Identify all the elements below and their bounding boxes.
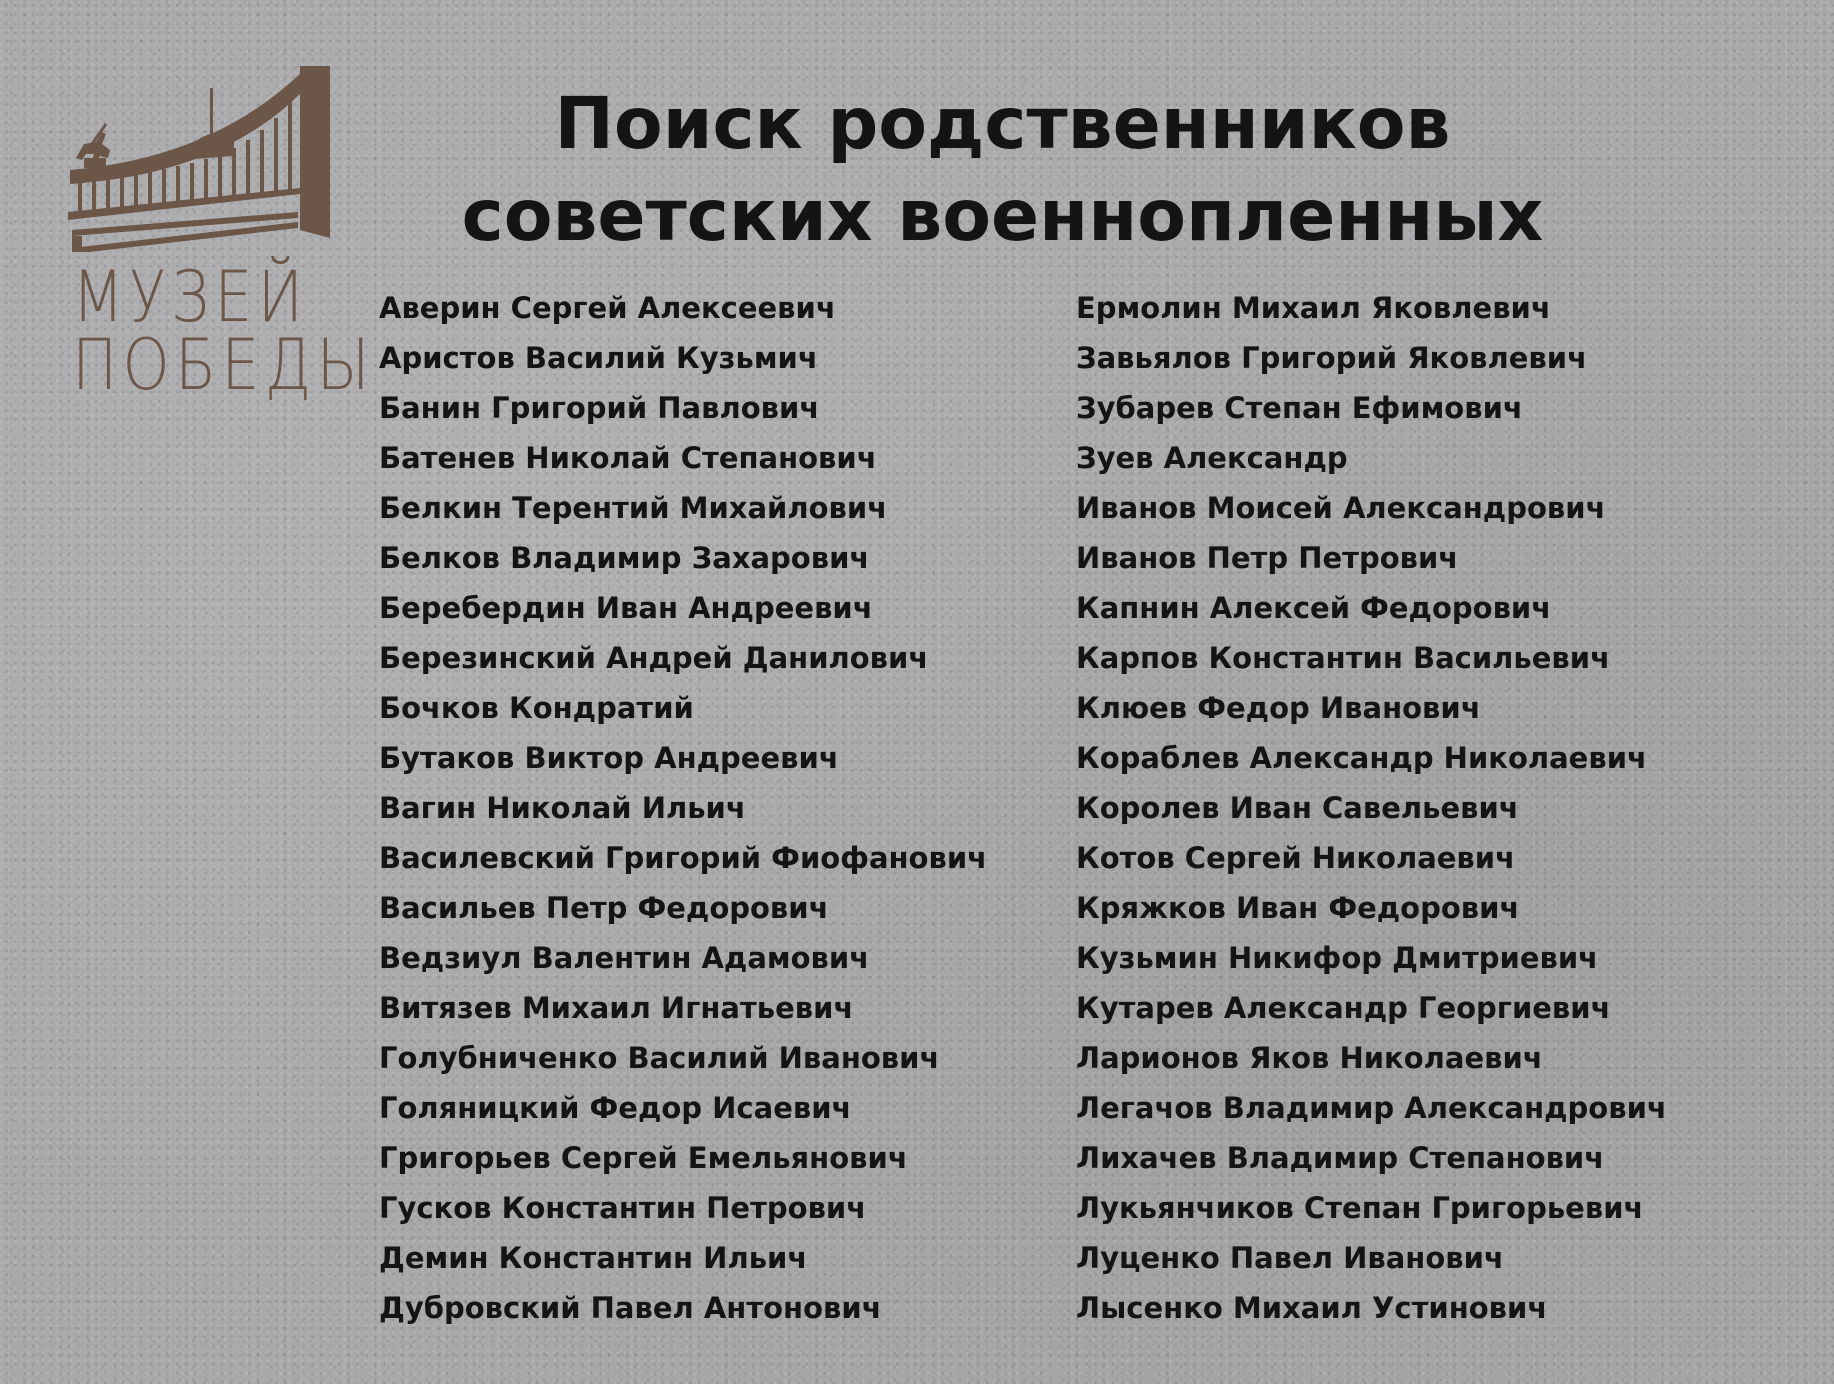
list-item: Завьялов Григорий Яковлевич: [1076, 341, 1587, 375]
list-item: Гусков Константин Петрович: [379, 1191, 867, 1225]
list-item: Березинский Андрей Данилович: [379, 641, 929, 675]
list-item: Кряжков Иван Федорович: [1076, 891, 1520, 925]
list-item: Белкин Терентий Михайлович: [379, 491, 888, 525]
list-item: Королев Иван Савельевич: [1076, 791, 1519, 825]
list-item: Зубарев Степан Ефимович: [1076, 391, 1523, 425]
list-item: Ларионов Яков Николаевич: [1076, 1041, 1543, 1075]
page-title: [340, 78, 1665, 262]
list-item: Василевский Григорий Фиофанович: [379, 841, 988, 875]
list-item: Банин Григорий Павлович: [379, 391, 820, 425]
list-item: Лихачев Владимир Степанович: [1076, 1141, 1605, 1175]
list-item: Ермолин Михаил Яковлевич: [1076, 291, 1551, 325]
list-item: Ведзиул Валентин Адамович: [379, 941, 870, 975]
page-title-line-2: советских военнопленных: [461, 174, 1544, 257]
list-item: Лукьянчиков Степан Григорьевич: [1076, 1191, 1644, 1225]
list-item: Бочков Кондратий: [379, 691, 694, 725]
page-title-line-1: Поиск родственников: [554, 82, 1451, 165]
list-item: Беребердин Иван Андреевич: [379, 591, 873, 625]
list-item: Лысенко Михаил Устинович: [1076, 1291, 1548, 1325]
list-item: Батенев Николай Степанович: [379, 441, 877, 475]
list-item: Котов Сергей Николаевич: [1076, 841, 1516, 875]
list-item: Голубниченко Василий Иванович: [379, 1041, 940, 1075]
list-item: Васильев Петр Федорович: [379, 891, 829, 925]
museum-logo: [62, 62, 375, 412]
list-item: Иванов Петр Петрович: [1076, 541, 1459, 575]
names-list-left: [379, 283, 987, 1333]
list-item: Зуев Александр: [1076, 441, 1348, 475]
list-item: Голяницкий Федор Исаевич: [379, 1091, 852, 1125]
list-item: Аверин Сергей Алексеевич: [379, 291, 836, 325]
logo-text-museum: МУЗЕЙ: [72, 256, 309, 338]
logo-text-victory: ПОБЕДЫ: [72, 324, 375, 406]
list-item: Карпов Константин Васильевич: [1076, 641, 1610, 675]
list-item: Аристов Василий Кузьмич: [379, 341, 818, 375]
list-item: Дубровский Павел Антонович: [379, 1291, 882, 1325]
list-item: Кузьмин Никифор Дмитриевич: [1076, 941, 1599, 975]
list-item: Белков Владимир Захарович: [379, 541, 870, 575]
list-item: Григорьев Сергей Емельянович: [379, 1141, 908, 1175]
list-item: Луценко Павел Иванович: [1076, 1241, 1504, 1275]
museum-building-icon: [62, 62, 342, 252]
list-item: Иванов Моисей Александрович: [1076, 491, 1606, 525]
names-list-right: [1076, 283, 1667, 1333]
list-item: Клюев Федор Иванович: [1076, 691, 1481, 725]
list-item: Кутарев Александр Георгиевич: [1076, 991, 1611, 1025]
list-item: Капнин Алексей Федорович: [1076, 591, 1552, 625]
list-item: Демин Константин Ильич: [379, 1241, 808, 1275]
list-item: Кораблев Александр Николаевич: [1076, 741, 1647, 775]
list-item: Вагин Николай Ильич: [379, 791, 746, 825]
list-item: Легачов Владимир Александрович: [1076, 1091, 1667, 1125]
list-item: Витязев Михаил Игнатьевич: [379, 991, 854, 1025]
list-item: Бутаков Виктор Андреевич: [379, 741, 839, 775]
